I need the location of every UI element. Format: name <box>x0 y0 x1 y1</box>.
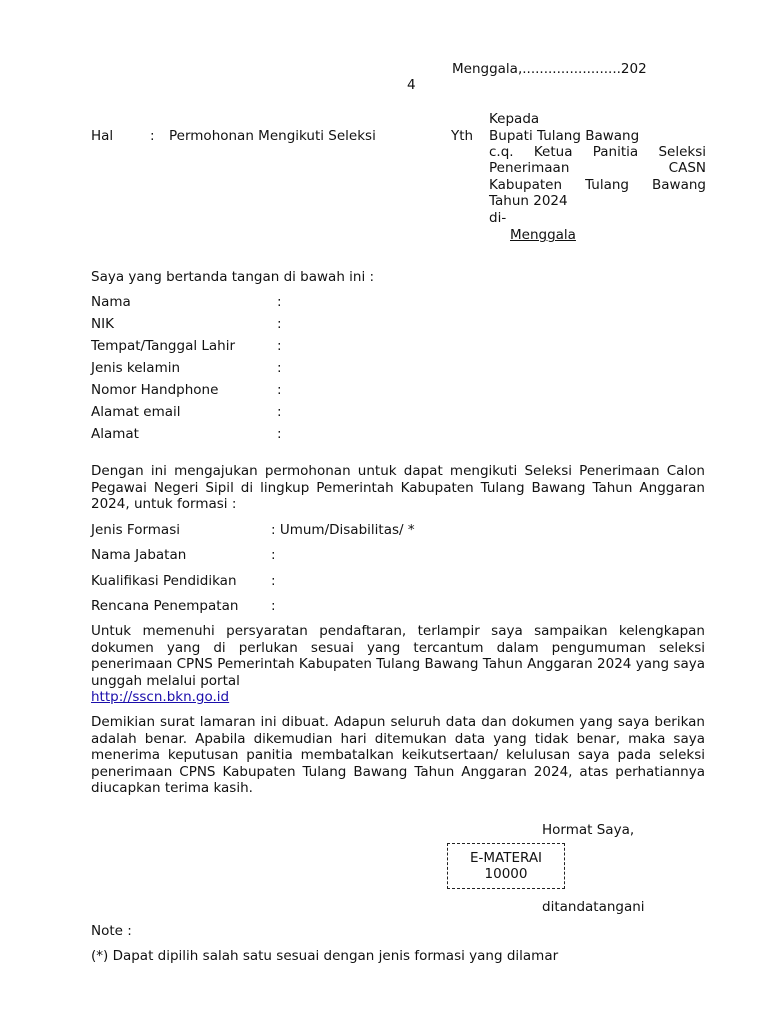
paragraph-declaration: Demikian surat lamaran ini dibuat. Adapun seluruh data dan dokumen yang saya berikan adalah benar. Apabila dikemudian hari ditemukan data yang tidak benar, maka saya menerima keputusan panitia membatalkan keikutsertaan/ kelulusan saya pada seleksi penerimaan CPNS Kabupaten Tulang Bawang Tahun Anggaran 2024, atas perhatiannya diucapkan terima kasih. <box>91 714 705 797</box>
recipient-line-4: Kabupaten Tulang Bawang <box>489 177 706 193</box>
formation-value-position: : <box>271 547 276 563</box>
field-label-birth: Tempat/Tanggal Lahir <box>91 338 236 354</box>
signed-text: ditandatangani <box>542 899 645 915</box>
paragraph-requirements: Untuk memenuhi persyaratan pendaftaran, terlampir saya sampaikan kelengkapan dokumen yang di perlukan sesuai yang tercantum dalam pengumuman seleksi penerimaan CPNS Pemerintah Kabupaten Tulang Bawang Tahun Anggaran 2024 yang saya unggah melalui portal <box>91 623 705 689</box>
portal-link[interactable]: http://sscn.bkn.go.id <box>91 689 230 705</box>
place-date-year-tail: 4 <box>407 77 416 93</box>
subject-label: Hal <box>91 128 114 144</box>
subject-text: Permohonan Mengikuti Seleksi <box>169 128 376 144</box>
field-colon-gender: : <box>277 360 282 376</box>
field-colon-email: : <box>277 404 282 420</box>
formation-value-placement: : <box>271 598 276 614</box>
field-label-nik: NIK <box>91 316 114 332</box>
recipient-kepada: Kepada <box>489 111 540 127</box>
recipient-line-1: Bupati Tulang Bawang <box>489 128 640 144</box>
formation-label-position: Nama Jabatan <box>91 547 187 563</box>
e-materai-label: E-MATERAI <box>469 850 543 866</box>
recipient-line-3: Penerimaan CASN <box>489 160 706 176</box>
subject-colon: : <box>150 128 155 144</box>
e-materai-box <box>447 843 565 889</box>
formation-value-type: : Umum/Disabilitas/ * <box>271 522 415 538</box>
formation-label-education: Kualifikasi Pendidikan <box>91 573 237 589</box>
note-text: (*) Dapat dipilih salah satu sesuai dengan jenis formasi yang dilamar <box>91 948 559 964</box>
intro-text: Saya yang bertanda tangan di bawah ini : <box>91 269 375 285</box>
field-colon-address: : <box>277 426 282 442</box>
field-colon-nik: : <box>277 316 282 332</box>
field-label-email: Alamat email <box>91 404 181 420</box>
e-materai-value: 10000 <box>484 866 528 882</box>
field-colon-nama: : <box>277 294 282 310</box>
recipient-line-5: Tahun 2024 <box>489 193 568 209</box>
closing-salutation: Hormat Saya, <box>542 822 635 838</box>
recipient-line-2: c.q. Ketua Panitia Seleksi <box>489 144 706 160</box>
note-label: Note : <box>91 923 132 939</box>
recipient-yth: Yth <box>451 128 474 144</box>
formation-value-education: : <box>271 573 276 589</box>
place-date: Menggala,.......................202 <box>452 61 647 77</box>
paragraph-application: Dengan ini mengajukan permohonan untuk dapat mengikuti Seleksi Penerimaan Calon Pegawai Negeri Sipil di lingkup Pemerintah Kabupaten Tulang Bawang Tahun Anggaran 2024, untuk formasi : <box>91 463 705 513</box>
field-label-gender: Jenis kelamin <box>91 360 181 376</box>
field-label-nama: Nama <box>91 294 131 310</box>
field-label-address: Alamat <box>91 426 139 442</box>
recipient-place: Menggala <box>510 227 576 243</box>
formation-label-type: Jenis Formasi <box>91 522 180 538</box>
field-colon-phone: : <box>277 382 282 398</box>
field-colon-birth: : <box>277 338 282 354</box>
formation-label-placement: Rencana Penempatan <box>91 598 239 614</box>
field-label-phone: Nomor Handphone <box>91 382 219 398</box>
recipient-line-6: di- <box>489 210 507 226</box>
